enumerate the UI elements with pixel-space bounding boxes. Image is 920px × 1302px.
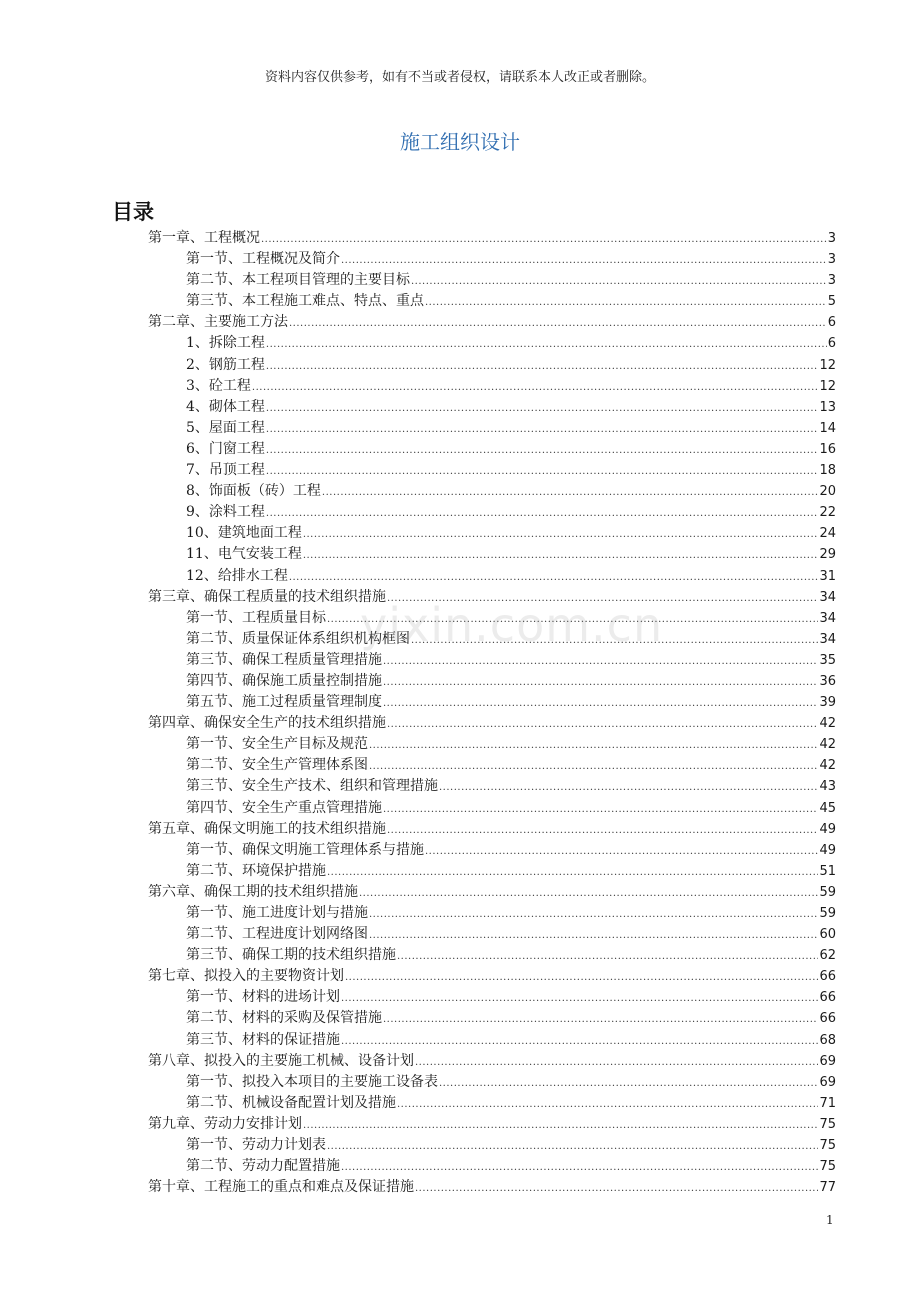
toc-entry-label: 第四节、确保施工质量控制措施 [186,672,382,689]
toc-entry-label: 第六章、确保工期的技术组织措施 [148,883,358,900]
toc-entry-page: 59 [819,906,836,921]
toc-entry-page: 5 [827,294,836,310]
toc-section-entry[interactable] [148,544,836,565]
toc-section-entry[interactable] [148,481,836,502]
toc-dot-leader [341,988,818,1009]
toc-section-entry[interactable] [148,840,836,861]
table-of-contents [148,228,836,1198]
toc-section-entry[interactable] [148,1030,836,1051]
document-title: 施工组织设计 [400,130,520,154]
toc-entry-page: 12 [819,378,836,394]
toc-dot-leader [266,398,819,419]
toc-entry-page: 34 [819,631,836,647]
toc-dot-leader [303,545,819,566]
toc-dot-leader [266,440,819,461]
toc-entry-label: 6、门窗工程 [186,440,265,457]
toc-dot-leader [439,777,818,798]
toc-entry-label: 第一节、工程概况及简介 [186,251,340,268]
toc-entry-label: 10、建筑地面工程 [186,525,302,542]
toc-entry-label: 第二节、安全生产管理体系图 [186,757,368,774]
toc-dot-leader [266,356,819,377]
toc-entry-label: 第四节、安全生产重点管理措施 [186,799,382,816]
toc-section-entry[interactable] [148,523,836,544]
toc-section-entry[interactable] [148,566,836,587]
toc-section-entry[interactable] [148,439,836,460]
toc-dot-leader [359,883,818,904]
toc-section-entry[interactable] [148,671,836,692]
toc-entry-page: 18 [819,463,836,479]
toc-entry-page: 24 [819,526,836,542]
toc-section-entry[interactable] [148,945,836,966]
toc-section-entry[interactable] [148,502,836,523]
toc-dot-leader [289,567,819,588]
toc-entry-label: 3、砼工程 [186,377,251,394]
watermark: yixin.com.cn [360,598,664,652]
toc-entry-label: 1、拆除工程 [186,335,265,352]
toc-entry-page: 71 [819,1095,836,1111]
toc-entry-label: 11、电气安装工程 [186,546,302,563]
toc-entry-page: 3 [827,231,836,246]
toc-section-entry[interactable] [148,861,836,882]
page-number: 1 [826,1213,834,1227]
toc-section-entry[interactable] [148,460,836,481]
toc-dot-leader [397,946,818,967]
toc-dot-leader [397,1094,818,1115]
toc-entry-page: 42 [819,737,836,753]
toc-entry-label: 第三节、材料的保证措施 [186,1031,340,1048]
toc-dot-leader [289,313,827,334]
toc-entry-page: 14 [819,420,836,436]
toc-chapter-entry[interactable] [148,1177,836,1198]
toc-entry-label: 9、涂料工程 [186,504,265,521]
toc-chapter-entry[interactable] [148,312,836,333]
toc-section-entry[interactable] [148,1135,836,1156]
toc-entry-page: 75 [819,1138,836,1154]
toc-section-entry[interactable] [148,270,836,291]
toc-entry-page: 77 [819,1180,836,1196]
toc-dot-leader [266,334,827,355]
toc-section-entry[interactable] [148,249,836,270]
toc-entry-label: 第一节、劳动力计划表 [186,1137,326,1154]
toc-entry-page: 13 [819,399,836,415]
toc-entry-label: 第三节、确保工期的技术组织措施 [186,947,396,964]
toc-entry-label: 4、砌体工程 [186,398,265,415]
toc-section-entry[interactable] [148,291,836,312]
toc-dot-leader [266,503,819,524]
toc-entry-page: 68 [819,1032,836,1048]
toc-entry-label: 第八章、拟投入的主要施工机械、设备计划 [148,1052,414,1069]
toc-dot-leader [327,862,818,883]
toc-dot-leader [345,967,818,988]
toc-section-entry[interactable] [148,776,836,797]
toc-chapter-entry[interactable] [148,1051,836,1072]
toc-entry-page: 6 [827,336,836,352]
toc-dot-leader [369,735,818,756]
toc-entry-label: 第四章、确保安全生产的技术组织措施 [148,715,386,732]
toc-entry-label: 第二节、质量保证体系组织机构框图 [186,630,410,647]
toc-entry-label: 第二节、本工程项目管理的主要目标 [186,272,410,289]
toc-dot-leader [383,799,818,820]
toc-entry-page: 49 [819,821,836,837]
toc-entry-label: 第五章、确保文明施工的技术组织措施 [148,820,386,837]
header-disclaimer: 资料内容仅供参考，如有不当或者侵权，请联系本人改正或者删除。 [264,70,655,85]
toc-dot-leader [322,482,819,503]
toc-entry-page: 34 [819,610,836,626]
toc-entry-page: 6 [827,315,836,331]
toc-entry-page: 49 [819,842,836,858]
toc-entry-page: 20 [819,484,836,500]
toc-entry-label: 第三章、确保工程质量的技术组织措施 [148,588,386,605]
toc-entry-page: 69 [819,1053,836,1069]
toc-dot-leader [387,820,818,841]
toc-entry-page: 16 [819,441,836,457]
toc-entry-page: 66 [819,990,836,1006]
toc-entry-page: 42 [819,716,836,732]
toc-entry-page: 31 [819,568,836,584]
toc-dot-leader [369,925,818,946]
toc-entry-page: 39 [819,695,836,711]
toc-entry-page: 75 [819,1116,836,1132]
toc-entry-label: 第二节、工程进度计划网络图 [186,926,368,943]
toc-entry-page: 75 [819,1159,836,1175]
toc-entry-page: 36 [819,673,836,689]
toc-chapter-entry[interactable] [148,228,836,249]
toc-entry-page: 60 [819,927,836,943]
toc-entry-page: 66 [819,969,836,985]
toc-dot-leader [425,841,818,862]
toc-dot-leader [341,250,827,271]
toc-entry-label: 第二节、环境保护措施 [186,862,326,879]
toc-section-entry[interactable] [148,755,836,776]
toc-section-entry[interactable] [148,1072,836,1093]
toc-chapter-entry[interactable] [148,713,836,734]
toc-entry-label: 第七章、拟投入的主要物资计划 [148,968,344,985]
toc-entry-page: 43 [819,779,836,795]
toc-dot-leader [369,756,818,777]
toc-entry-label: 第一节、拟投入本项目的主要施工设备表 [186,1073,438,1090]
toc-dot-leader [252,377,819,398]
toc-dot-leader [261,229,827,250]
toc-entry-page: 66 [819,1011,836,1027]
toc-entry-page: 59 [819,884,836,900]
toc-entry-label: 第二节、材料的采购及保管措施 [186,1010,382,1027]
toc-dot-leader [369,904,818,925]
toc-dot-leader [341,1157,818,1178]
toc-entry-page: 34 [819,589,836,605]
toc-dot-leader [341,1031,818,1052]
toc-dot-leader [415,1052,818,1073]
toc-section-entry[interactable] [148,355,836,376]
toc-entry-page: 62 [819,948,836,964]
toc-entry-label: 第二章、主要施工方法 [148,314,288,331]
toc-entry-label: 第一节、确保文明施工管理体系与措施 [186,841,424,858]
toc-dot-leader [383,672,818,693]
toc-entry-page: 45 [819,800,836,816]
toc-chapter-entry[interactable] [148,882,836,903]
toc-entry-label: 第一节、材料的进场计划 [186,989,340,1006]
toc-entry-page: 22 [819,505,836,521]
toc-chapter-entry[interactable] [148,819,836,840]
toc-dot-leader [411,271,827,292]
toc-entry-label: 第一节、施工进度计划与措施 [186,905,368,921]
toc-dot-leader [425,292,827,313]
toc-entry-label: 第五节、施工过程质量管理制度 [186,694,382,711]
toc-entry-page: 35 [819,652,836,668]
toc-entry-label: 7、吊顶工程 [186,462,265,479]
toc-entry-label: 第九章、劳动力安排计划 [148,1115,302,1132]
toc-entry-label: 第二节、机械设备配置计划及措施 [186,1094,396,1111]
toc-dot-leader [266,419,819,440]
toc-entry-label: 第三节、本工程施工难点、特点、重点 [186,293,424,310]
toc-dot-leader [266,461,819,482]
toc-dot-leader [383,651,818,672]
toc-entry-page: 3 [827,252,836,268]
toc-entry-page: 29 [819,547,836,563]
toc-entry-label: 第一节、安全生产目标及规范 [186,736,368,753]
toc-section-entry[interactable] [148,418,836,439]
toc-section-entry[interactable] [148,376,836,397]
toc-section-entry[interactable] [148,1008,836,1029]
toc-entry-label: 2、钢筋工程 [186,356,265,373]
toc-section-entry[interactable] [148,397,836,418]
toc-dot-leader [303,1115,818,1136]
toc-section-entry[interactable] [148,734,836,755]
toc-entry-label: 12、给排水工程 [186,567,288,584]
toc-entry-label: 第一节、工程质量目标 [186,609,326,626]
toc-entry-page: 3 [827,273,836,289]
toc-section-entry[interactable] [148,333,836,354]
toc-section-entry[interactable] [148,798,836,819]
toc-entry-label: 第三节、确保工程质量管理措施 [186,651,382,668]
toc-entry-page: 51 [819,863,836,879]
toc-entry-label: 8、饰面板（砖）工程 [186,483,321,500]
toc-dot-leader [383,1009,818,1030]
toc-entry-page: 69 [819,1074,836,1090]
toc-entry-label: 第二节、劳动力配置措施 [186,1158,340,1175]
toc-chapter-entry[interactable] [148,1114,836,1135]
toc-entry-label: 5、屋面工程 [186,419,265,436]
toc-entry-label: 第一章、工程概况 [148,230,260,246]
toc-section-entry[interactable] [148,692,836,713]
toc-section-entry[interactable] [148,987,836,1008]
toc-heading: 目录 [112,200,154,224]
toc-section-entry[interactable] [148,924,836,945]
toc-section-entry[interactable] [148,650,836,671]
toc-chapter-entry[interactable] [148,966,836,987]
toc-section-entry[interactable] [148,1156,836,1177]
toc-section-entry[interactable] [148,903,836,924]
toc-dot-leader [387,714,818,735]
toc-entry-label: 第三节、安全生产技术、组织和管理措施 [186,778,438,795]
toc-entry-label: 第十章、工程施工的重点和难点及保证措施 [148,1179,414,1196]
toc-entry-page: 12 [819,357,836,373]
toc-dot-leader [415,1178,818,1199]
toc-dot-leader [303,524,819,545]
toc-dot-leader [439,1073,818,1094]
toc-dot-leader [327,1136,818,1157]
toc-section-entry[interactable] [148,1093,836,1114]
toc-entry-page: 42 [819,758,836,774]
toc-dot-leader [383,693,818,714]
